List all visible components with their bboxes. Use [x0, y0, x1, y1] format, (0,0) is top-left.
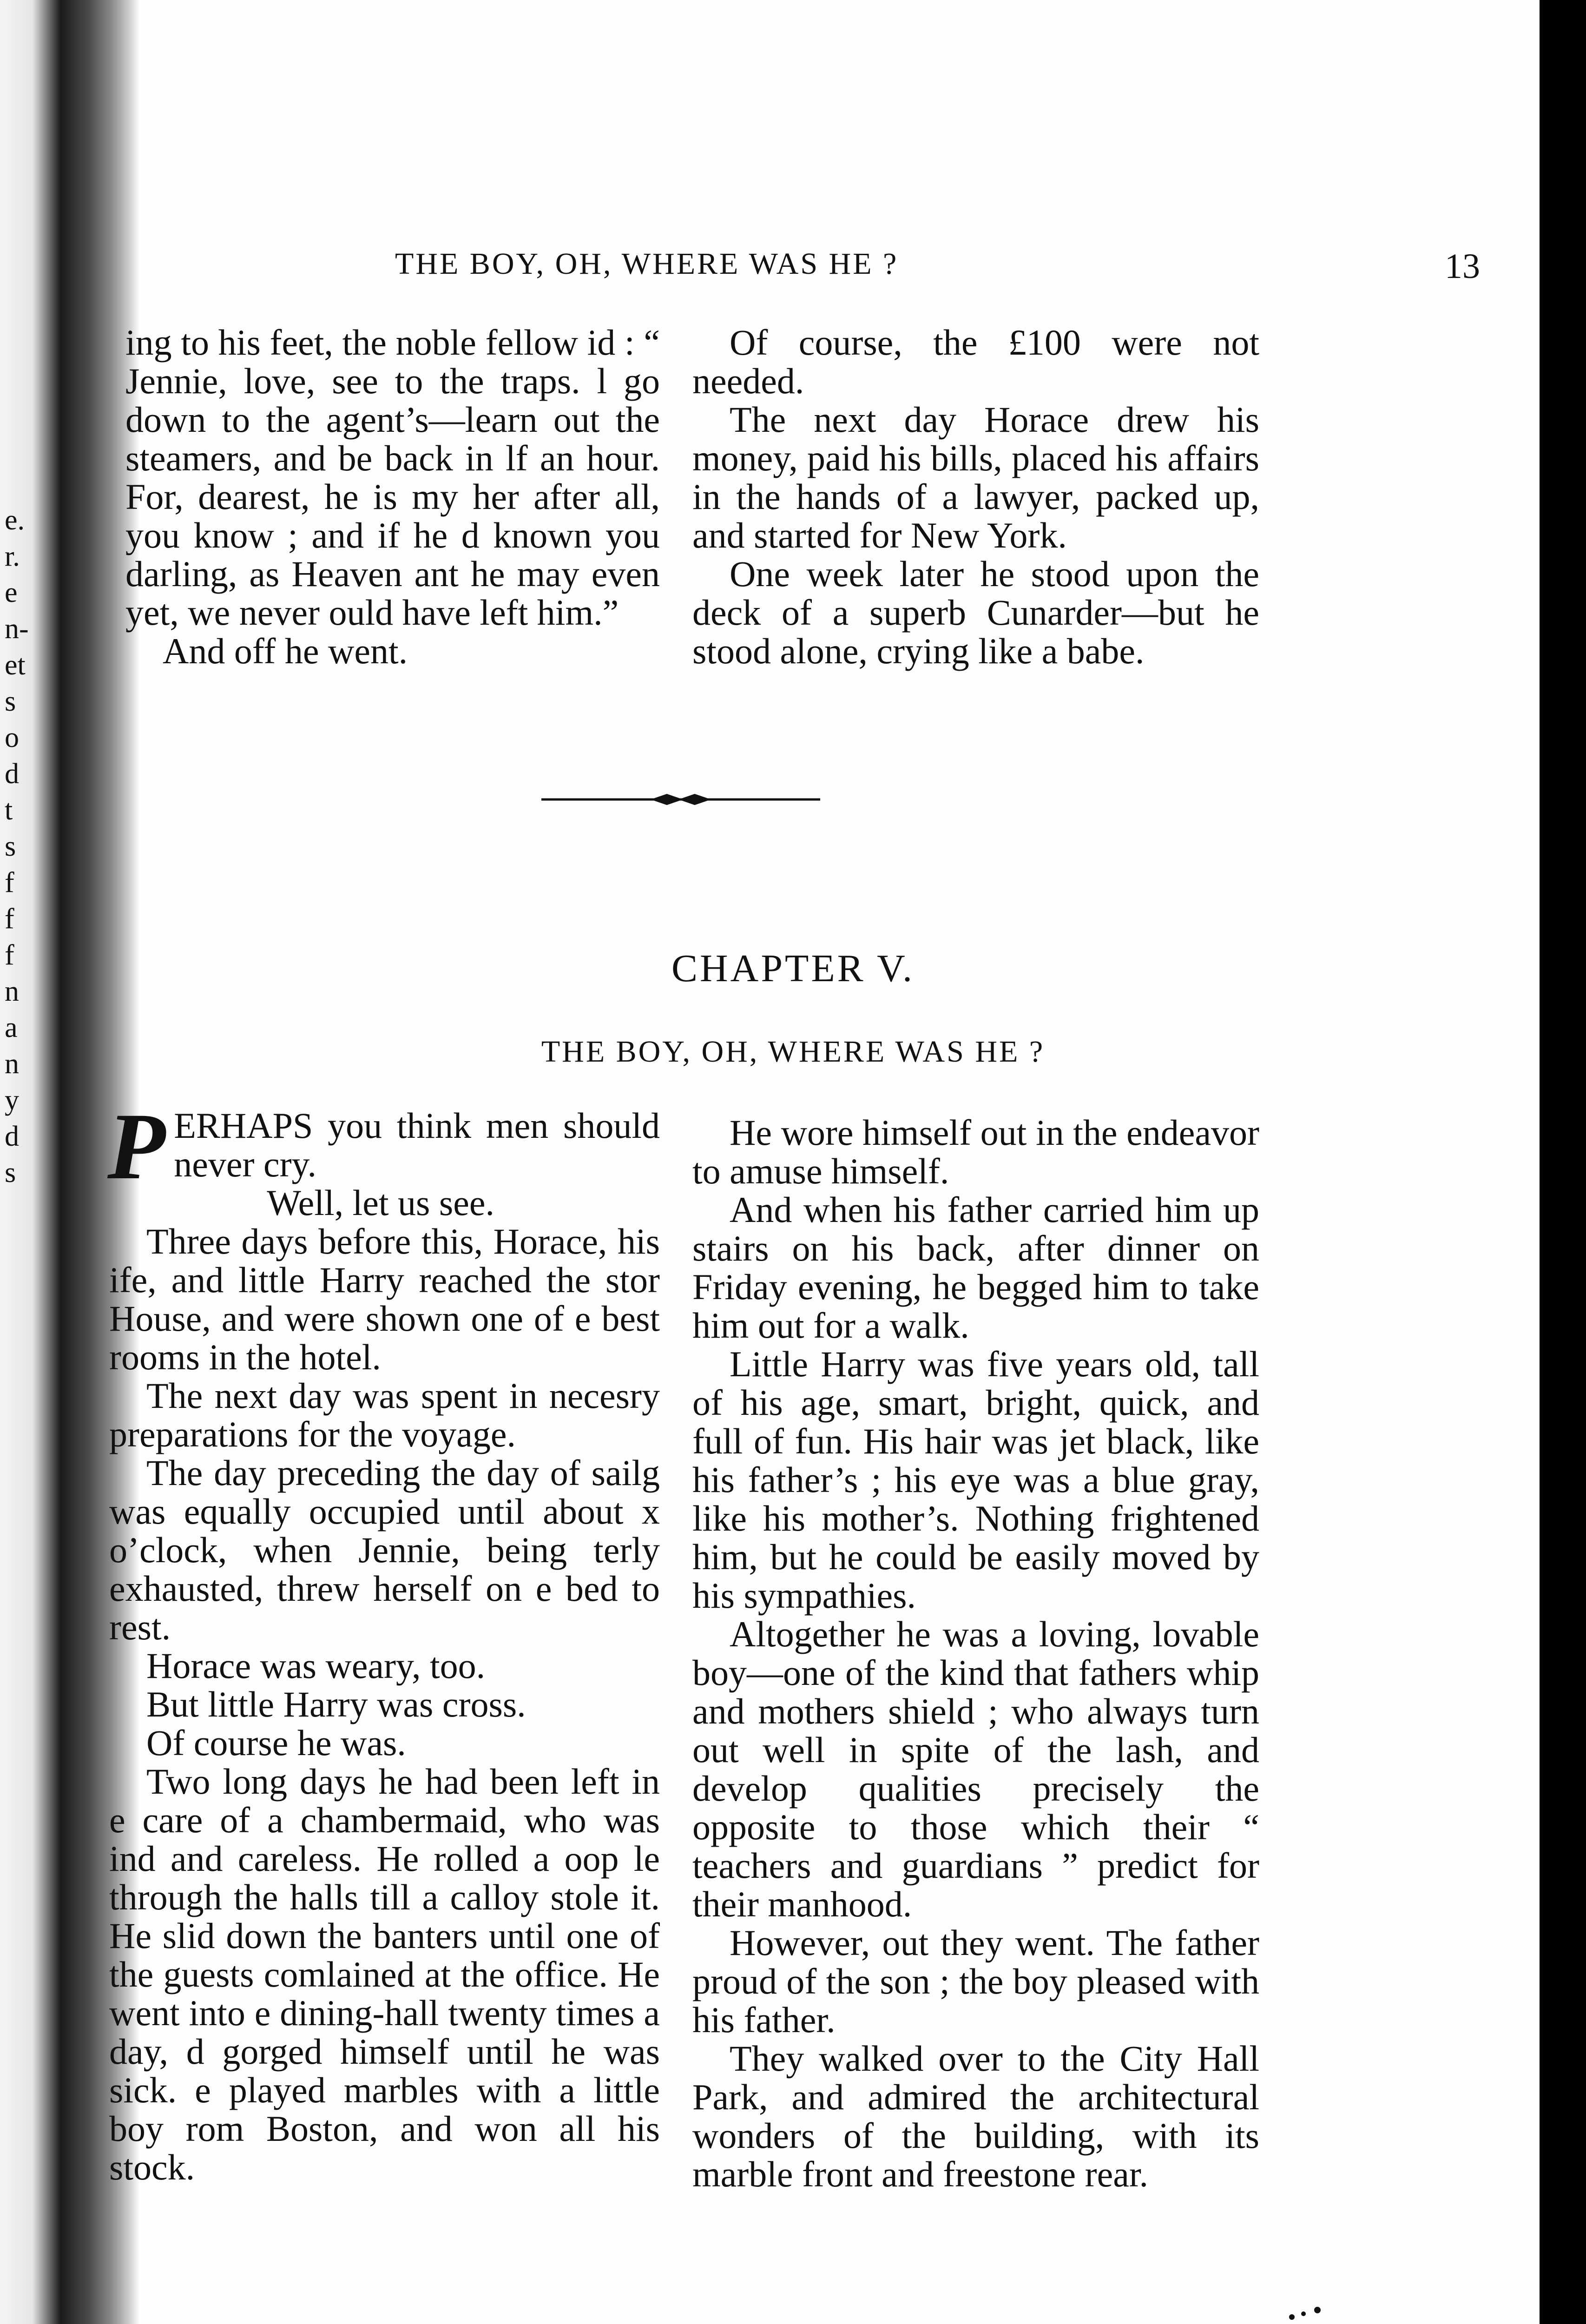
opening-text: ERHAPS you think men should never cry. — [174, 1105, 660, 1184]
margin-fragment: a — [5, 1012, 18, 1043]
top-left-column — [125, 323, 660, 670]
chapter-subtitle: THE BOY, OH, WHERE WAS HE ? — [541, 1035, 1045, 1069]
facing-page-fragments — [5, 502, 29, 1191]
running-title: THE BOY, OH, WHERE WAS HE ? — [395, 247, 899, 281]
margin-fragment: e — [5, 577, 18, 608]
paragraph: Little Harry was five years old, tall of his age, smart, bright, quick, and full of fun. His hair was jet black, like his father’s ; his eye was a blue gray, like his mother’s. Nothing frightened him, but he could be easily moved by his sympathies. — [692, 1344, 1259, 1616]
top-right-column — [692, 323, 1259, 670]
paragraph: Horace was weary, too. — [146, 1645, 486, 1686]
paragraph: The next day Horace drew his money, paid his bills, placed his affairs in the hands of a lawyer, packed up, and started for New York. — [692, 399, 1259, 555]
margin-fragment: y — [5, 1084, 19, 1116]
margin-fragment: e. — [5, 504, 25, 536]
margin-fragment: n — [5, 976, 19, 1007]
paragraph: He wore himself out in the endeavor to amuse himself. — [692, 1112, 1259, 1191]
paragraph: The next day was spent in necesry preparations for the voyage. — [109, 1375, 660, 1454]
paragraph: But little Harry was cross. — [146, 1684, 526, 1724]
margin-fragment: o — [5, 722, 19, 753]
paragraph: Altogether he was a loving, lovable boy—one of the kind that fathers whip and mothers shield ; who always turn out well in spite of the lash, and develop qualities precisely the opposite to those which their “ teachers and guardians ” predict for their manhood. — [692, 1614, 1259, 1924]
paragraph: ing to his feet, the noble fellow id : “ Jennie, love, see to the traps. l go down to the agent’s—learn out the steamers, and be back in lf an hour. For, dearest, he is my her after all, you know ; and if he d known you darling, as Heaven ant he may even yet, we never ould have left him.” — [125, 322, 660, 633]
opening-paragraph — [107, 1094, 660, 1199]
paragraph: The day preceding the day of sailg was equally occupied until about x o’clock, when Jennie, being terly exhausted, threw herself on e bed to rest. — [109, 1452, 660, 1647]
paragraph: Of course he was. — [146, 1723, 406, 1763]
paragraph: Well, let us see. — [267, 1182, 494, 1223]
ink-specks — [1283, 2301, 1338, 2324]
margin-fragment: d — [5, 1121, 19, 1152]
chapter-right-column — [692, 1113, 1259, 2193]
paragraph: They walked over to the City Hall Park, and admired the architectural wonders of the building, with its marble front and freestone rear. — [692, 2038, 1259, 2194]
chapter-heading: CHAPTER V. — [671, 947, 915, 990]
paragraph: Three days before this, Horace, his ife, and little Harry reached the stor House, and were shown one of e best rooms in the hotel. — [109, 1221, 660, 1377]
chapter-left-column — [107, 1094, 660, 2187]
paragraph: And when his father carried him up stairs on his back, after dinner on Friday evening, he begged him to take him out for a walk. — [692, 1189, 1259, 1346]
section-divider-ornament — [541, 786, 820, 813]
margin-fragment: n — [5, 1048, 19, 1080]
margin-fragment: d — [5, 758, 19, 790]
margin-fragment: s — [5, 1157, 16, 1188]
margin-fragment: f — [5, 903, 14, 935]
paragraph: One week later he stood upon the deck of a superb Cunarder—but he stood alone, crying like a babe. — [692, 554, 1259, 671]
margin-fragment: f — [5, 939, 14, 971]
drop-cap: P — [107, 1094, 166, 1199]
paragraph: Of course, the £100 were not needed. — [692, 322, 1259, 401]
margin-fragment: et — [5, 649, 26, 681]
running-head — [244, 246, 1480, 288]
margin-fragment: s — [5, 831, 16, 862]
page-number: 13 — [1445, 247, 1480, 286]
paragraph: However, out they went. The father proud of the son ; the boy pleased with his father. — [692, 1922, 1259, 2040]
paragraph: And off he went. — [163, 631, 408, 671]
paragraph: Two long days he had been left in e care of a chambermaid, who was ind and careless. He rolled a oop le through the halls till a calloy stole it. He slid down the banters until one of the guests comlained at the office. He went into e dining-hall twenty times a day, d gorged himself until he was sick. e played marbles with a little boy rom Boston, and won all his stock. — [109, 1761, 660, 2187]
margin-fragment: f — [5, 867, 14, 898]
scan-border — [1540, 0, 1586, 2324]
margin-fragment: n- — [5, 613, 29, 645]
margin-fragment: r. — [5, 541, 20, 572]
margin-fragment: t — [5, 794, 13, 826]
margin-fragment: s — [5, 686, 16, 717]
